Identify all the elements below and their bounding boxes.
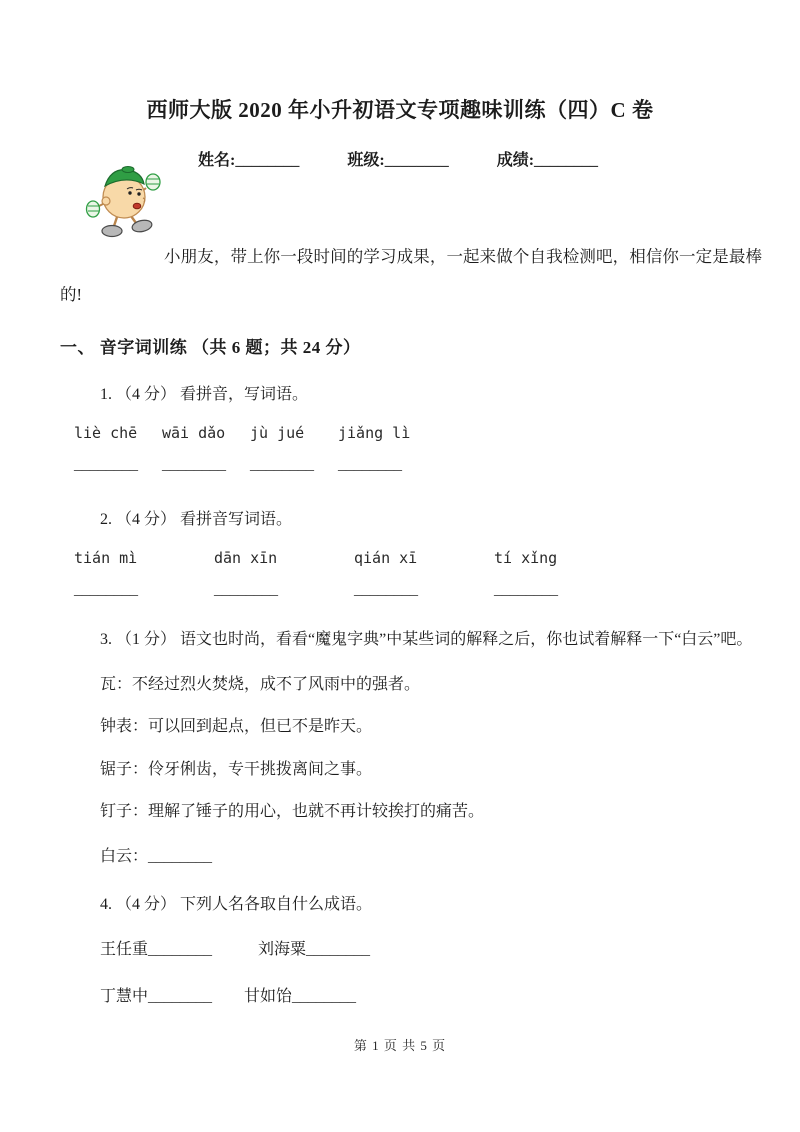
answer-blank: ________ (354, 581, 418, 598)
person-name: 王任重 (100, 941, 149, 958)
answer-label: 白云： (100, 848, 149, 865)
question-4-names-row-2 (100, 983, 356, 1006)
intro-paragraph: 小朋友，带上你一段时间的学习成果，一起来做个自我检测吧，相信你一定是最棒的! (60, 247, 762, 304)
definition-line: 瓦：不经过烈火焚烧，成不了风雨中的强者。 (100, 676, 421, 693)
name-pair (244, 983, 356, 1006)
cartoon-child-icon (80, 160, 170, 244)
answer-blank: ________ (148, 988, 213, 1005)
answer-blank: ________ (214, 581, 278, 598)
page-title: 西师大版 2020 年小升初语文专项趣味训练（四）C 卷 (146, 98, 654, 122)
answer-blank: ________ (338, 456, 402, 473)
person-name: 甘如饴 (244, 988, 293, 1005)
pinyin-item: dān xīn (214, 549, 278, 567)
question-2-pinyin-row (74, 549, 634, 567)
question-2-answer-blanks (74, 581, 634, 599)
pinyin-item: qián xī (354, 549, 418, 567)
page-footer: 第 1 页 共 5 页 (353, 1038, 447, 1053)
definition-line: 钟表：可以回到起点，但已不是昨天。 (100, 718, 373, 735)
name-pair (258, 936, 370, 959)
pinyin-item: tián mì (74, 549, 138, 567)
pinyin-item: jù jué (250, 424, 305, 442)
name-pair (100, 936, 212, 959)
class-blank: ________ (384, 152, 449, 169)
definition-line: 钉子：理解了锤子的用心，也就不再计较挨打的痛苦。 (100, 803, 485, 820)
class-field (347, 147, 448, 170)
name-pair (100, 983, 212, 1006)
question-1-stem: 1. （4 分） 看拼音，写词语。 (100, 386, 309, 403)
name-blank: ________ (235, 152, 300, 169)
question-2-stem: 2. （4 分） 看拼音写词语。 (100, 511, 293, 528)
pinyin-item: jiǎng lì (338, 424, 411, 442)
score-label: 成绩: (496, 152, 535, 169)
person-name: 丁慧中 (100, 988, 149, 1005)
question-4-names-row-1 (100, 936, 370, 959)
answer-blank: ________ (306, 941, 371, 958)
pinyin-item: liè chē (74, 424, 138, 442)
section-1-heading: 一、 音字词训练 （共 6 题；共 24 分） (60, 338, 361, 357)
answer-blank: ________ (148, 848, 213, 865)
name-label: 姓名: (198, 152, 236, 169)
question-3-answer-line (100, 843, 212, 866)
answer-blank: ________ (162, 456, 226, 473)
score-field (497, 147, 598, 170)
definition-line: 锯子：伶牙俐齿，专干挑拨离间之事。 (100, 761, 373, 778)
answer-blank: ________ (148, 941, 213, 958)
pinyin-item: wāi dǎo (162, 424, 226, 442)
answer-blank: ________ (74, 456, 138, 473)
person-name: 刘海粟 (258, 941, 307, 958)
answer-blank: ________ (292, 988, 357, 1005)
question-3-stem: 3. （1 分） 语文也时尚，看看“魔鬼字典”中某些词的解释之后，你也试着解释一下“白云”吧。 (100, 631, 753, 648)
answer-blank: ________ (494, 581, 558, 598)
question-1-answer-blanks (74, 456, 426, 474)
answer-blank: ________ (74, 581, 138, 598)
class-label: 班级: (347, 152, 385, 169)
question-4-stem: 4. （4 分） 下列人名各取自什么成语。 (100, 896, 373, 913)
question-1-pinyin-row (74, 424, 426, 442)
score-blank: ________ (534, 152, 599, 169)
header-fields (198, 147, 598, 170)
answer-blank: ________ (250, 456, 314, 473)
pinyin-item: tí xǐng (494, 549, 558, 567)
name-field (198, 147, 299, 170)
